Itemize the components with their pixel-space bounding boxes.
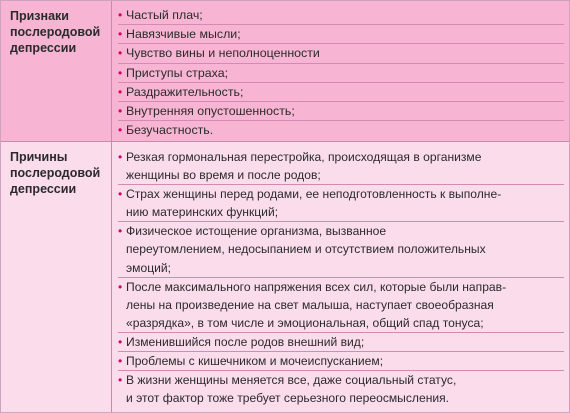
column-divider	[111, 1, 112, 412]
list-item	[118, 6, 564, 24]
bullet-icon: •	[118, 354, 123, 369]
bullet-icon: •	[118, 279, 123, 294]
list-item-text: Изменившийся после родов внешний вид;	[126, 334, 365, 349]
list-item-text: Раздражительность;	[126, 84, 244, 99]
bullet-icon: •	[118, 27, 123, 42]
signs-row-label: Признаки послеродовой депрессии	[10, 9, 101, 55]
causes-row-label: Причины послеродовой депрессии	[10, 150, 101, 196]
list-item-text: Резкая гормональная перестройка, происходящая в организме женщины во время и после родов;	[126, 150, 482, 183]
bullet-icon: •	[118, 373, 123, 388]
list-item	[118, 102, 564, 120]
bullet-icon: •	[118, 84, 123, 99]
bullet-icon: •	[118, 150, 123, 164]
list-item-text: Частый плач;	[126, 8, 203, 22]
list-item	[118, 371, 564, 407]
list-item	[118, 333, 564, 351]
list-item	[118, 121, 564, 139]
causes-list	[118, 148, 564, 407]
list-item-text: Внутренняя опустошенность;	[126, 104, 295, 119]
list-item-text: Безучастность.	[126, 123, 214, 138]
list-item	[118, 185, 564, 221]
causes-row	[1, 142, 569, 412]
bullet-icon: •	[118, 123, 123, 138]
list-item	[118, 352, 564, 370]
signs-list	[118, 6, 564, 139]
list-item-text: Проблемы с кишечником и мочеиспусканием;	[126, 354, 384, 369]
list-item-text: Физическое истощение организма, вызванное переутомлением, недосыпанием и отсутствием положительных эмоций;	[126, 224, 486, 275]
list-item	[118, 64, 564, 82]
list-item	[118, 44, 564, 62]
bullet-icon: •	[118, 224, 123, 239]
list-item-text: После максимального напряжения всех сил, которые были направ- лены на произведение на свет малыша, наступает своеобразная «разрядка», в том числе и эмоциональная, общий спад тонуса;	[126, 279, 507, 330]
list-item-text: Чувство вины и неполноценности	[126, 46, 320, 61]
list-item	[118, 222, 564, 276]
bullet-icon: •	[118, 187, 123, 202]
list-item-text: Страх женщины перед родами, ее неподготовленность к выполне- нию материнских функций;	[126, 187, 502, 220]
bullet-icon: •	[118, 65, 123, 80]
list-item	[118, 278, 564, 332]
list-item-text: Навязчивые мысли;	[126, 27, 241, 42]
bullet-icon: •	[118, 104, 123, 119]
list-item	[118, 148, 564, 184]
list-item	[118, 25, 564, 43]
bullet-icon: •	[118, 46, 123, 61]
list-item-text: В жизни женщины меняется все, даже социальный статус, и этот фактор тоже требует серьезного переосмысления.	[126, 373, 457, 406]
bullet-icon: •	[118, 8, 123, 22]
list-item-text: Приступы страха;	[126, 65, 229, 80]
list-item	[118, 83, 564, 101]
signs-row	[1, 1, 569, 141]
bullet-icon: •	[118, 334, 123, 349]
